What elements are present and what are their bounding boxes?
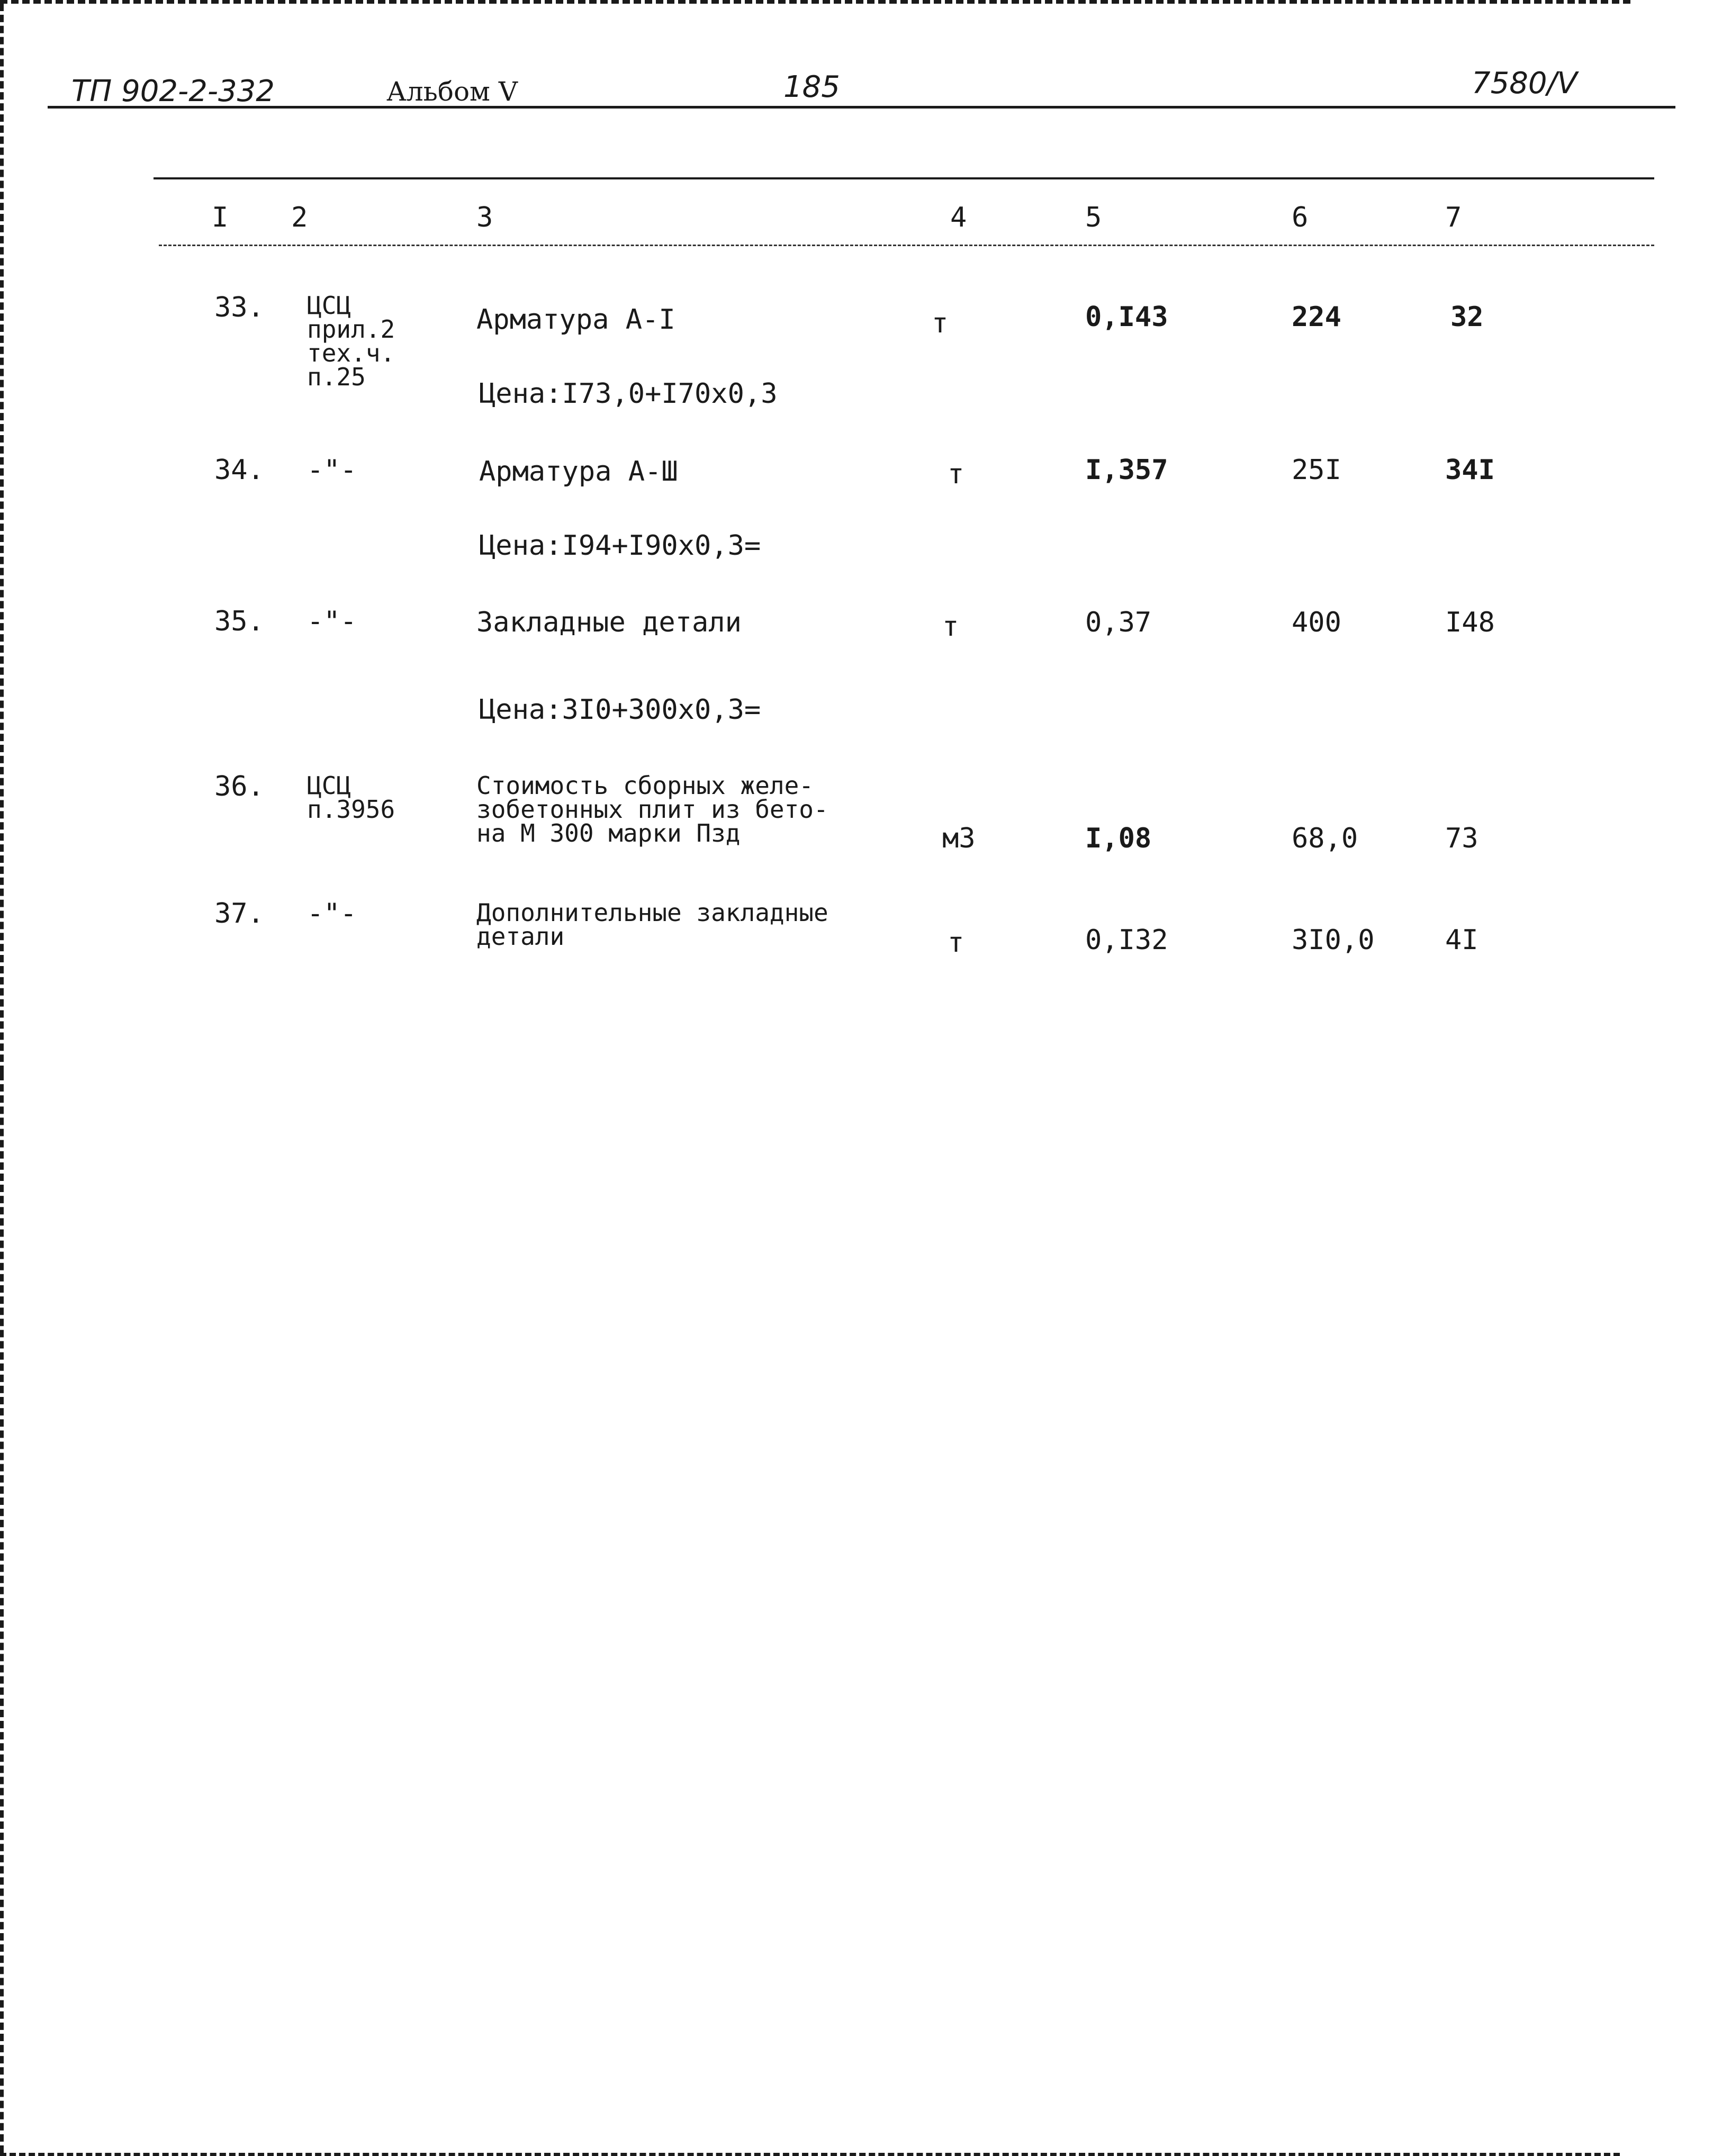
row-quantity: 0,I32 bbox=[1085, 924, 1168, 956]
price-note: Цена:I73,0+I70x0,3 bbox=[479, 378, 778, 410]
row-unit: т bbox=[942, 611, 959, 643]
row-price: 68,0 bbox=[1292, 823, 1358, 854]
row-quantity: I,357 bbox=[1085, 454, 1168, 486]
row-number: 35. bbox=[214, 606, 264, 637]
row-price: 3I0,0 bbox=[1292, 924, 1375, 956]
col-header-5: 5 bbox=[1085, 202, 1102, 233]
row-price: 25I bbox=[1292, 454, 1341, 486]
row-total: 73 bbox=[1445, 823, 1478, 854]
row-description: Закладные детали bbox=[476, 607, 742, 638]
ref-line: п.3956 bbox=[307, 795, 395, 824]
price-note: Цена:I94+I90x0,3= bbox=[479, 530, 761, 562]
row-price: 400 bbox=[1292, 607, 1341, 638]
row-description bbox=[476, 771, 828, 848]
row-reference: -"- bbox=[307, 454, 357, 486]
ref-line: прил.2 bbox=[307, 315, 395, 344]
row-unit: т bbox=[948, 458, 964, 490]
ref-line: ЦСЦ bbox=[307, 291, 351, 320]
row-reference: -"- bbox=[307, 606, 357, 637]
row-reference bbox=[307, 771, 395, 824]
table-top-rule bbox=[154, 177, 1654, 179]
frame-right-border bbox=[0, 1073, 1713, 2153]
row-total: 34I bbox=[1445, 454, 1495, 486]
row-unit: т bbox=[948, 927, 964, 959]
header-divider bbox=[48, 106, 1675, 109]
row-reference bbox=[307, 291, 395, 392]
page-number: 185 bbox=[783, 70, 840, 104]
row-price: 224 bbox=[1292, 301, 1341, 333]
col-header-3: 3 bbox=[476, 202, 493, 233]
col-header-2: 2 bbox=[291, 202, 308, 233]
frame-top-border bbox=[0, 0, 1630, 4]
col-header-1: I bbox=[212, 202, 229, 233]
archive-number: 7580/V bbox=[1472, 66, 1577, 101]
row-total: I48 bbox=[1445, 607, 1495, 638]
table-header-rule bbox=[159, 245, 1654, 246]
row-unit: м3 bbox=[942, 823, 976, 854]
row-reference: -"- bbox=[307, 898, 357, 930]
row-description bbox=[476, 898, 828, 951]
album-label: Альбом V bbox=[386, 76, 518, 107]
row-quantity: I,08 bbox=[1085, 823, 1152, 854]
desc-line: Стоимость сборных желе- bbox=[476, 771, 814, 800]
row-quantity: 0,I43 bbox=[1085, 301, 1168, 333]
row-description: Арматура А-Ш bbox=[479, 456, 678, 488]
row-number: 37. bbox=[214, 898, 264, 930]
col-header-6: 6 bbox=[1292, 202, 1309, 233]
col-header-4: 4 bbox=[950, 202, 967, 233]
desc-line: детали bbox=[476, 922, 565, 951]
row-number: 36. bbox=[214, 771, 264, 802]
frame-bottom-border bbox=[0, 2153, 1620, 2156]
col-header-7: 7 bbox=[1445, 202, 1462, 233]
row-number: 33. bbox=[214, 292, 264, 323]
row-total: 4I bbox=[1445, 924, 1478, 956]
row-description: Арматура А-I bbox=[476, 304, 675, 336]
price-note: Цена:3I0+300x0,3= bbox=[479, 694, 761, 726]
ref-line: п.25 bbox=[307, 363, 366, 392]
ref-line: тех.ч. bbox=[307, 339, 395, 368]
desc-line: зобетонных плит из бето- bbox=[476, 795, 828, 824]
row-unit: т bbox=[932, 308, 949, 339]
row-quantity: 0,37 bbox=[1085, 607, 1152, 638]
row-total: 32 bbox=[1450, 301, 1484, 333]
desc-line: Дополнительные закладные bbox=[476, 898, 828, 927]
project-code: ТП 902-2-332 bbox=[71, 74, 275, 109]
row-number: 34. bbox=[214, 454, 264, 486]
desc-line: на М 300 марки Пзд bbox=[476, 819, 741, 848]
ref-line: ЦСЦ bbox=[307, 771, 351, 800]
